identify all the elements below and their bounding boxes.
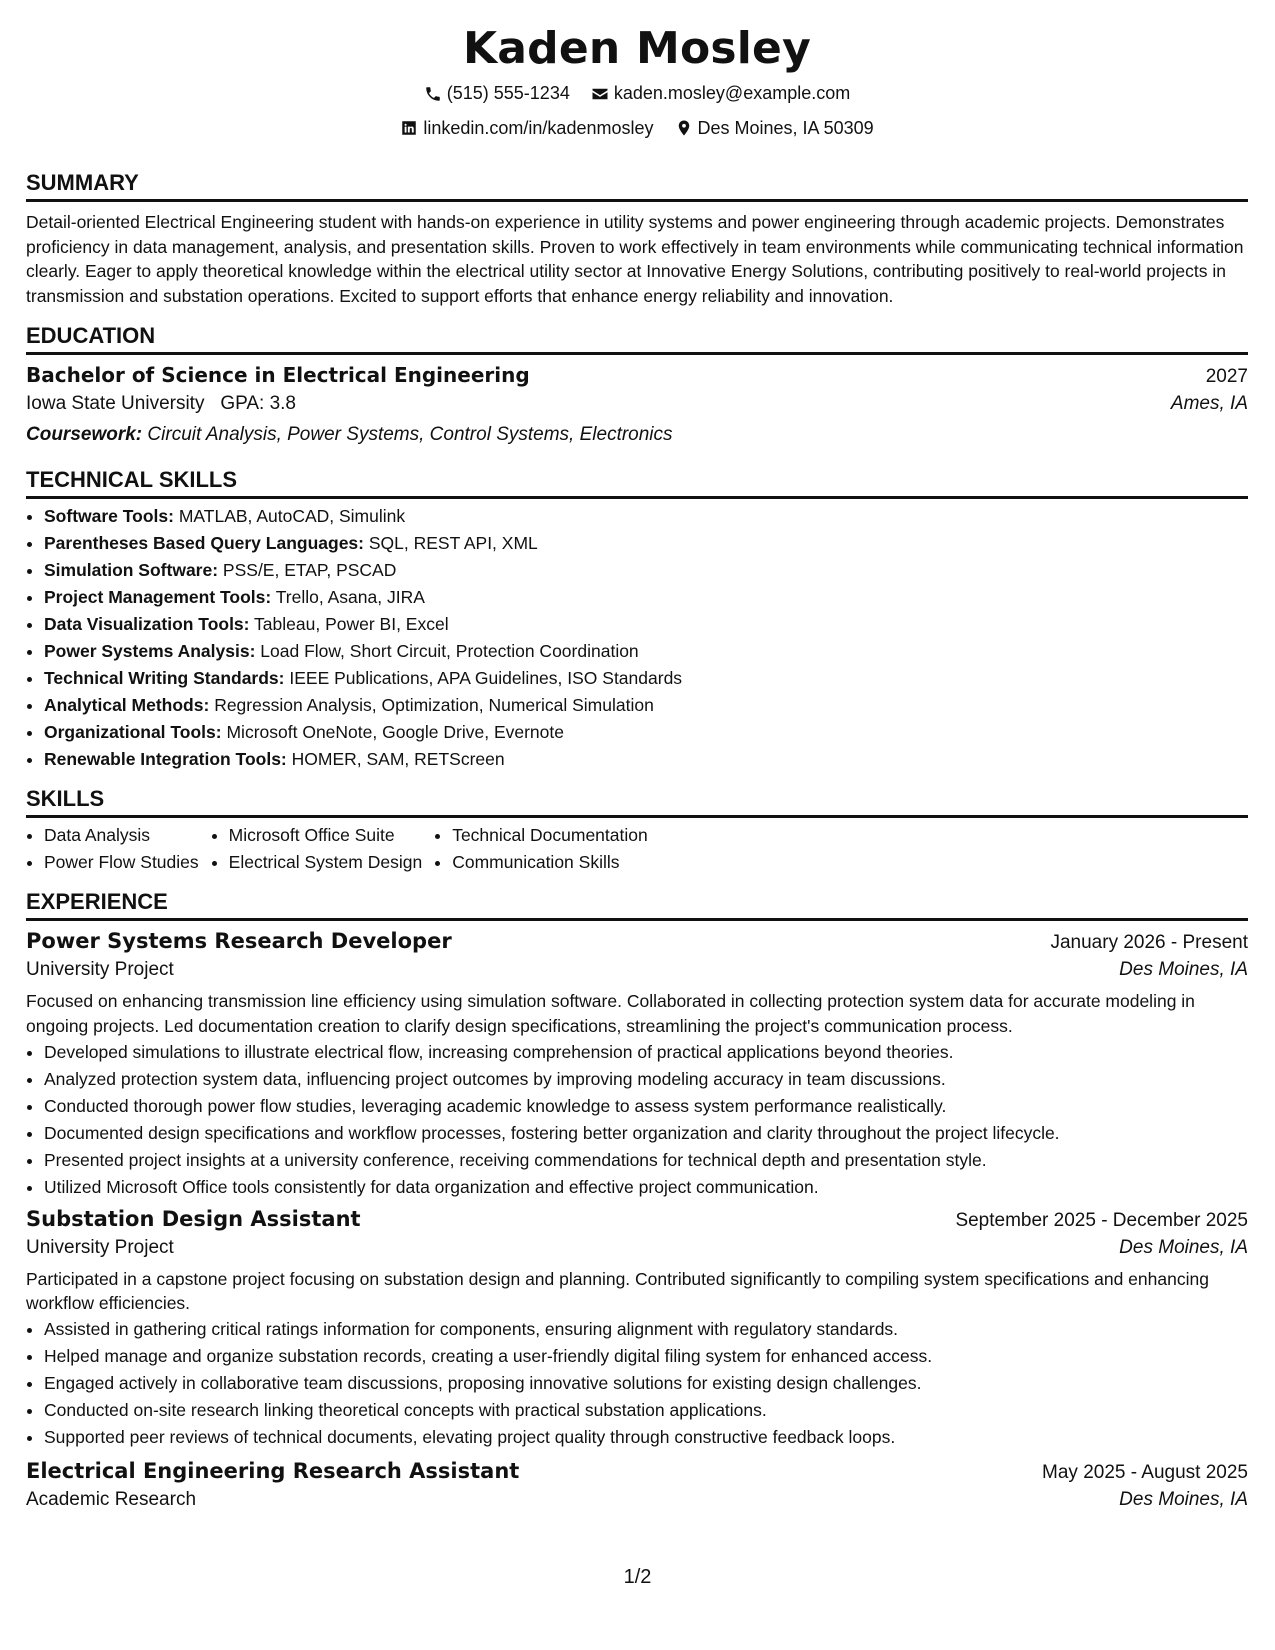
skill-category: Project Management Tools: (44, 587, 272, 608)
skill-category: Data Visualization Tools: (44, 614, 250, 635)
coursework-list: Circuit Analysis, Power Systems, Control Systems, Electronics (147, 424, 673, 446)
technical-skills-heading: TECHNICAL SKILLS (26, 467, 238, 493)
section-divider (26, 352, 1248, 355)
contact-line-1 (26, 78, 1248, 113)
list-item: • Communication Skills (452, 849, 648, 876)
map-pin-icon (675, 119, 693, 137)
job-title: Power Systems Research Developer (26, 929, 452, 954)
list-item (44, 557, 1248, 584)
list-item: • Conducted thorough power flow studies, leveraging academic knowledge to assess system performance realistically. (44, 1093, 1248, 1120)
job-org: Academic Research (26, 1488, 197, 1510)
skill-category: Simulation Software: (44, 560, 219, 581)
list-item: • Engaged actively in collaborative team discussions, proposing innovative solutions for existing design challenges. (44, 1370, 1248, 1397)
section-divider (26, 199, 1248, 202)
skill-category: Technical Writing Standards: (44, 668, 285, 689)
skill-values: MATLAB, AutoCAD, Simulink (178, 506, 406, 527)
job-description: Focused on enhancing transmission line efficiency using simulation software. Collaborated in collecting protection system data for accurate modeling in ongoing projects. Led documentation creation to clarify design specifications, streamlining the project's communication process. (26, 991, 1195, 1036)
list-item: • Conducted on-site research linking theoretical concepts with practical substation applications. (44, 1397, 1248, 1424)
skill-category: Analytical Methods: (44, 695, 210, 716)
section-divider (26, 815, 1248, 818)
skills-heading: SKILLS (26, 786, 105, 812)
skills-section (26, 785, 1248, 876)
experience-heading: EXPERIENCE (26, 889, 168, 915)
job-entry (26, 1459, 1248, 1515)
degree-title: Bachelor of Science in Electrical Engineering (26, 363, 530, 388)
summary-text: Detail-oriented Electrical Engineering student with hands-on experience in utility systems and power engineering through academic projects. Demonstrates proficiency in data management, analysis, and presentation skills. Proven to work effectively in team environments while communicating technical information clearly. Eager to apply theoretical knowledge within the electrical utility sector at Innovative Energy Solutions, contributing positively to real-world projects in transmission and substation operations. Excited to support efforts that enhance energy reliability and innovation. (26, 212, 1244, 306)
list-item (44, 692, 1248, 719)
skill-values: Regression Analysis, Optimization, Numerical Simulation (214, 695, 654, 716)
skill-values: IEEE Publications, APA Guidelines, ISO Standards (289, 668, 683, 689)
section-divider (26, 496, 1248, 499)
experience-section (26, 888, 1248, 1514)
list-item: • Presented project insights at a university conference, receiving commendations for technical depth and presentation style. (44, 1147, 1248, 1174)
job-org: University Project (26, 959, 174, 981)
skill-category: Power Systems Analysis: (44, 641, 256, 662)
list-item: • Power Flow Studies (44, 849, 199, 876)
job-dates: September 2025 - December 2025 (955, 1209, 1248, 1231)
job-title: Electrical Engineering Research Assistant (26, 1458, 520, 1483)
coursework-label: Coursework: (26, 424, 143, 446)
skill-values: Tableau, Power BI, Excel (254, 614, 449, 635)
job-header (26, 1459, 1248, 1484)
job-entry (26, 929, 1248, 1200)
skills-column (434, 822, 648, 876)
job-org: University Project (26, 1236, 174, 1258)
job-title: Substation Design Assistant (26, 1206, 361, 1231)
candidate-name: Kaden Mosley (463, 23, 811, 74)
skill-category: Organizational Tools: (44, 722, 222, 743)
gpa: GPA: 3.8 (220, 393, 296, 415)
job-location: Des Moines, IA (1119, 1488, 1248, 1510)
list-item: • Data Analysis (44, 822, 199, 849)
job-bullets (26, 1316, 1248, 1451)
phone-contact (424, 78, 570, 109)
job-dates: January 2026 - Present (1050, 932, 1248, 954)
technical-skills-list (26, 503, 1248, 773)
list-item: • Helped manage and organize substation records, creating a user-friendly digital filing system for enhanced access. (44, 1343, 1248, 1370)
page-number: 1/2 (623, 1566, 652, 1588)
email-link[interactable]: kaden.mosley@example.com (613, 83, 851, 103)
phone-icon (424, 85, 442, 103)
job-bullets (26, 1039, 1248, 1201)
technical-skills-section (26, 466, 1248, 773)
education-row-2 (26, 388, 1248, 419)
phone-text: (515) 555-1234 (446, 83, 570, 103)
education-section (26, 322, 1248, 450)
list-item (44, 611, 1248, 638)
skill-values: Load Flow, Short Circuit, Protection Coordination (260, 641, 639, 662)
job-subheader (26, 954, 1248, 985)
school-location: Ames, IA (1170, 393, 1248, 415)
list-item (44, 584, 1248, 611)
skill-values: Trello, Asana, JIRA (275, 587, 425, 608)
job-dates: May 2025 - August 2025 (1042, 1461, 1248, 1483)
list-item: • Technical Documentation (452, 822, 648, 849)
linkedin-link[interactable]: linkedin.com/in/kadenmosley (423, 117, 654, 138)
skills-column (211, 822, 423, 876)
contact-line-2 (26, 113, 1248, 148)
list-item (44, 638, 1248, 665)
coursework-line (26, 419, 1248, 450)
summary-heading: SUMMARY (26, 170, 139, 195)
linkedin-icon (400, 119, 418, 137)
skill-values: SQL, REST API, XML (368, 533, 538, 554)
skills-grid (26, 822, 1248, 876)
job-location: Des Moines, IA (1119, 1236, 1248, 1258)
job-header (26, 929, 1248, 954)
skill-category: Software Tools: (44, 506, 174, 527)
linkedin-contact[interactable] (400, 113, 653, 144)
job-header (26, 1207, 1248, 1232)
list-item: • Assisted in gathering critical ratings information for components, ensuring alignment with regulatory standards. (44, 1316, 1248, 1343)
summary-section (26, 169, 1248, 308)
skills-column (26, 822, 199, 876)
skill-values: PSS/E, ETAP, PSCAD (222, 560, 397, 581)
resume-page (26, 20, 1248, 1515)
list-item: • Microsoft Office Suite (229, 822, 423, 849)
education-heading: EDUCATION (26, 323, 156, 349)
envelope-icon (591, 85, 609, 103)
graduation-year: 2027 (1205, 366, 1248, 388)
list-item (44, 719, 1248, 746)
education-row-1 (26, 363, 1248, 388)
list-item: • Documented design specifications and workflow processes, fostering better organization and clarity throughout the project lifecycle. (44, 1120, 1248, 1147)
location-contact (675, 113, 874, 144)
list-item: • Supported peer reviews of technical documents, elevating project quality through constructive feedback loops. (44, 1424, 1248, 1451)
list-item (44, 665, 1248, 692)
list-item (44, 503, 1248, 530)
skill-category: Parentheses Based Query Languages: (44, 533, 364, 554)
job-description: Participated in a capstone project focusing on substation design and planning. Contributed significantly to compiling system specifications and enhancing workflow efficiencies. (26, 1268, 1209, 1314)
job-location: Des Moines, IA (1119, 959, 1248, 981)
list-item: • Utilized Microsoft Office tools consistently for data organization and effective project communication. (44, 1174, 1248, 1201)
location-text: Des Moines, IA 50309 (697, 117, 874, 138)
email-contact[interactable] (591, 78, 850, 109)
list-item (44, 746, 1248, 773)
school-name: Iowa State University (26, 393, 205, 415)
skill-values: HOMER, SAM, RETScreen (291, 749, 505, 770)
skill-values: Microsoft OneNote, Google Drive, Evernote (226, 722, 564, 743)
job-entry (26, 1207, 1248, 1451)
job-subheader (26, 1232, 1248, 1263)
section-divider (26, 918, 1248, 921)
list-item: • Electrical System Design (229, 849, 423, 876)
list-item (44, 530, 1248, 557)
skill-category: Renewable Integration Tools: (44, 749, 287, 770)
list-item: • Analyzed protection system data, influencing project outcomes by improving modeling accuracy in team discussions. (44, 1066, 1248, 1093)
list-item: • Developed simulations to illustrate electrical flow, increasing comprehension of practical applications beyond theories. (44, 1039, 1248, 1066)
job-subheader (26, 1484, 1248, 1515)
